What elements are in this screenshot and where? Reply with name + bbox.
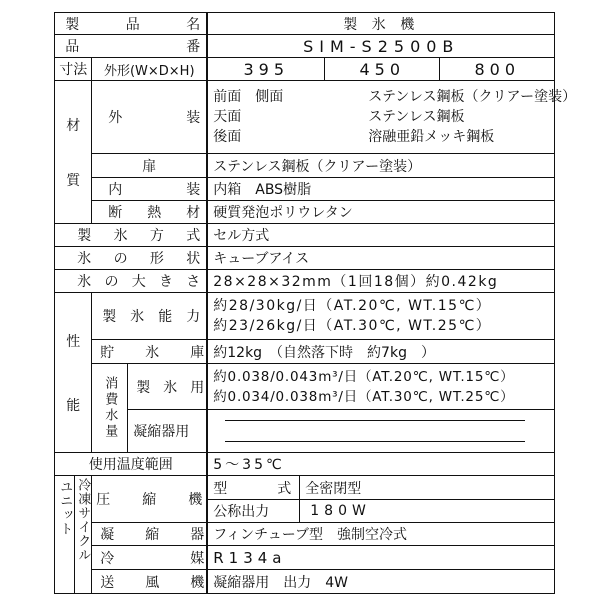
label-char: さ [186, 274, 201, 291]
label-char: 外 [108, 110, 123, 127]
label-char: 圧 [96, 492, 111, 509]
capacity-value [207, 292, 555, 340]
exterior-part: 前面 側面 [213, 89, 284, 106]
exterior-material: 溶融亜鉛メッキ鋼板 [368, 129, 495, 146]
water-ice-making-value [207, 363, 555, 410]
compressor-label [91, 475, 207, 523]
exterior-material: ステンレス鋼板（クリアー塗装） [368, 89, 577, 106]
interior-value: 内箱 ABS樹脂 [207, 177, 555, 201]
ice-shape-label [54, 246, 207, 270]
exterior-value [207, 80, 577, 154]
exterior-label [91, 80, 207, 154]
unit-label: ユニット [54, 475, 75, 594]
water-ice-making-label [127, 363, 207, 410]
refrigeration-cycle-label: 冷凍サイクル [74, 475, 92, 594]
label-char: 状 [186, 251, 201, 268]
label-char: 縮 [145, 527, 160, 544]
ice-method-label [54, 223, 207, 247]
label-char: 用 [190, 379, 205, 396]
label-char: 型 [213, 480, 228, 497]
exterior-material: ステンレス鋼板 [368, 109, 465, 126]
label-char: 風 [145, 574, 160, 591]
ice-size-value: 28×28×32mm（1回18個）約0.42kg [207, 269, 555, 293]
fan-value: 凝縮器用 出力 4W [207, 569, 555, 594]
label-char: 能 [66, 397, 81, 414]
label-char: 性 [66, 334, 81, 350]
label-char: 装 [186, 182, 201, 199]
fan-label [91, 569, 207, 594]
label-char: き [159, 274, 173, 291]
temp-range-value: 5～35℃ [207, 452, 555, 476]
label-char: 氷 [77, 274, 92, 291]
compressor-type-value: 全密閉型 [299, 475, 555, 500]
label-char: 氷 [113, 228, 128, 245]
blank-line [225, 441, 525, 442]
product-name-label [54, 12, 207, 35]
capacity-line: 約23/26kg/日（AT.30℃, WT.25℃） [213, 318, 492, 335]
exterior-line [213, 87, 576, 107]
insulation-value: 硬質発泡ポリウレタン [207, 200, 555, 224]
label-char: 力 [186, 309, 201, 326]
condenser-label [91, 522, 207, 546]
label-char: 氷 [130, 309, 145, 326]
model-value: SIM-S2500B [207, 34, 555, 58]
exterior-line [213, 127, 494, 147]
capacity-label [91, 292, 207, 340]
label-char: 断 [108, 205, 123, 222]
dimension-width: 395 [207, 57, 325, 81]
label-char: の [113, 251, 128, 268]
blank-line [225, 420, 525, 421]
label-char: 製 [136, 379, 151, 396]
label-char: 番 [186, 39, 201, 56]
water-line: 約0.038/0.043m³/日（AT.20℃, WT.15℃） [213, 368, 515, 385]
label-char: 庫 [190, 344, 205, 361]
refrigerant-value: R134a [207, 545, 555, 570]
label-char: 凝 [100, 527, 115, 544]
label-char: 質 [66, 172, 81, 189]
temp-range-label: 使用温度範囲 [54, 452, 207, 476]
label-char: 装 [186, 110, 201, 127]
product-name-value: 製 氷 機 [207, 12, 555, 35]
exterior-line [213, 107, 464, 127]
dimension-depth: 450 [324, 57, 440, 81]
insulation-label [91, 200, 207, 224]
ice-method-value: セル方式 [207, 223, 555, 247]
compressor-output-value: 180W [299, 499, 555, 523]
label-char: 送 [100, 574, 115, 591]
ice-shape-value: キューブアイス [207, 246, 555, 270]
interior-label [91, 177, 207, 201]
label-char: 品 [65, 39, 80, 56]
model-label [54, 34, 207, 58]
compressor-output-label: 公称出力 [207, 499, 300, 523]
label-char: 熱 [147, 205, 162, 222]
water-consumption-label: 消費水量 [91, 363, 128, 453]
capacity-line: 約28/30kg/日（AT.20℃, WT.15℃） [213, 298, 492, 315]
compressor-type-label [207, 475, 300, 500]
door-value: ステンレス鋼板（クリアー塗装） [207, 153, 555, 178]
label-char: 式 [186, 228, 201, 245]
label-char: 名 [186, 16, 201, 33]
water-condenser-label: 凝縮器用 [127, 409, 207, 453]
ice-size-label [54, 269, 207, 293]
dimensions-label: 寸法 [54, 57, 92, 81]
exterior-part: 後面 [213, 129, 242, 146]
exterior-part: 天面 [213, 109, 242, 126]
label-char: 縮 [142, 492, 157, 509]
label-char: 能 [158, 309, 173, 326]
dimension-height: 800 [439, 57, 555, 81]
label-char: 形 [149, 251, 164, 268]
label-char: 内 [108, 182, 123, 199]
performance-group-label [54, 292, 92, 453]
label-char: 材 [66, 117, 81, 134]
label-char: 材 [186, 205, 201, 222]
label-char: 品 [125, 16, 140, 33]
label-char: 媒 [190, 550, 205, 567]
water-condenser-value [207, 409, 555, 453]
label-char: 式 [277, 480, 292, 497]
door-label: 扉 [91, 153, 207, 178]
label-char: 製 [77, 228, 92, 245]
storage-label [91, 339, 207, 364]
label-char: 方 [149, 228, 164, 245]
label-char: 大 [131, 274, 146, 291]
label-char: 器 [190, 527, 205, 544]
label-char: 氷 [145, 344, 160, 361]
label-char: 冷 [100, 550, 115, 567]
label-char: 製 [102, 309, 117, 326]
label-char: 氷 [77, 251, 92, 268]
material-group-label [54, 80, 92, 224]
label-char: 製 [65, 16, 80, 33]
label-char: 氷 [163, 379, 178, 396]
refrigerant-label [91, 545, 207, 570]
condenser-value: フィンチューブ型 強制空冷式 [207, 522, 555, 546]
label-char: の [104, 274, 119, 291]
water-line: 約0.034/0.038m³/日（AT.30℃, WT.25℃） [213, 388, 515, 405]
label-char: 機 [188, 492, 203, 509]
label-char: 機 [190, 574, 205, 591]
label-char: 貯 [100, 344, 115, 361]
dimensions-sub-label: 外形(W×D×H) [91, 57, 207, 81]
storage-value: 約12kg （自然落下時 約7kg ） [207, 339, 555, 364]
